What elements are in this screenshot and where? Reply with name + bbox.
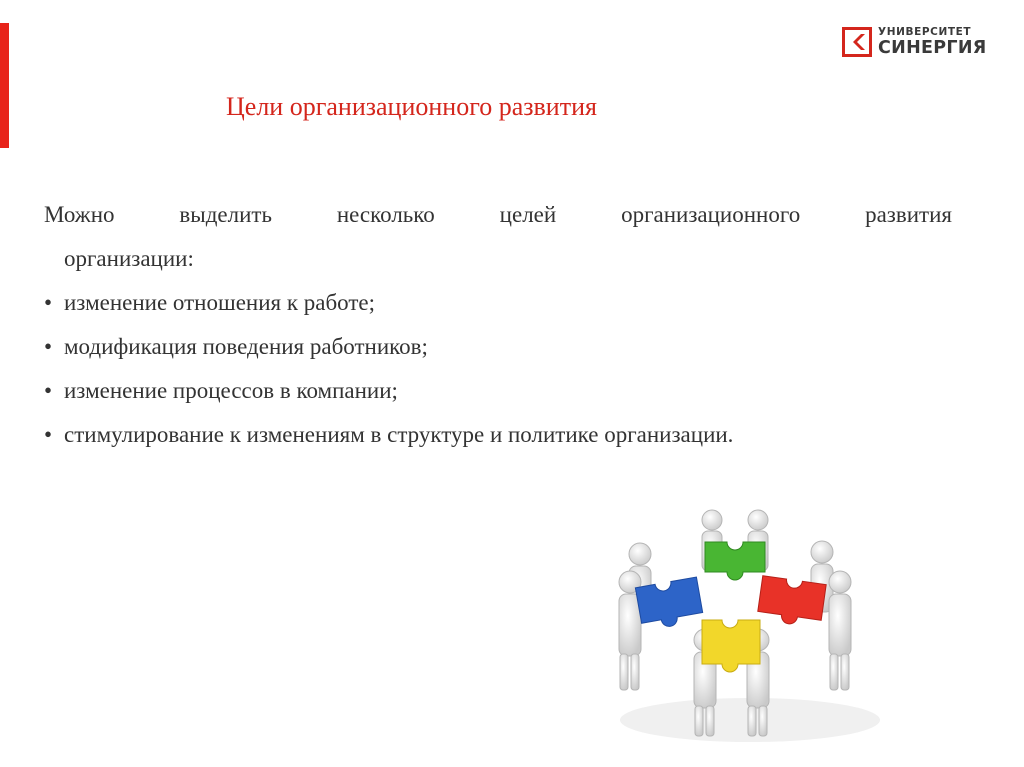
list-item [44,413,952,457]
logo-line-2: СИНЕРГИЯ [878,38,987,58]
synergy-logo-icon [842,27,872,57]
intro-text: Можно выделить несколько целей организационного развития [44,202,952,227]
intro-text-continuation: организации: [64,246,194,271]
logo-text [878,26,987,57]
team-puzzle-illustration-icon [600,500,890,750]
slide-body [44,193,952,457]
bullet-icon: • [44,290,53,315]
goals-list [44,281,952,457]
list-item-text: изменение процессов в компании; [64,378,398,403]
bullet-icon: • [44,422,53,447]
list-item-text: изменение отношения к работе; [64,290,376,315]
list-item [44,369,952,413]
accent-bar [0,23,9,148]
logo-line-1: УНИВЕРСИТЕТ [878,26,972,38]
bullet-icon: • [44,334,53,359]
university-logo [842,26,1002,58]
bullet-icon: • [44,378,53,403]
list-item [44,281,952,325]
list-item-text: стимулирование к изменениям в структуре и политике организации. [64,422,734,447]
slide-title: Цели организационного развития [226,92,597,121]
list-item-text: модификация поведения работников; [64,334,428,359]
list-item [44,325,952,369]
